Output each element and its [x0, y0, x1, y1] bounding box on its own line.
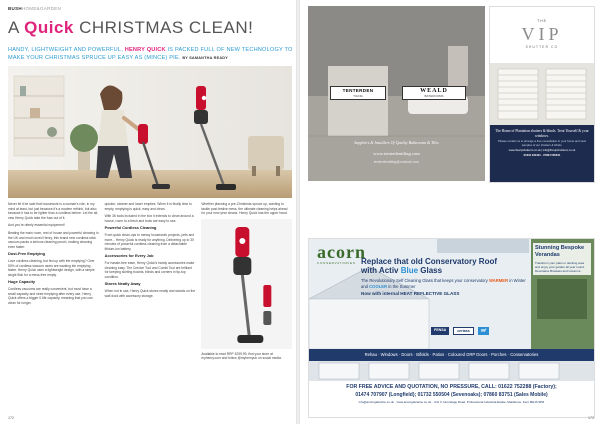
- acorn-stunning-verandas: Stunning Bespoke Verandas: [533, 243, 591, 260]
- body-column-3: [201, 202, 292, 412]
- vip-logo: VIP: [521, 24, 563, 44]
- paragraph: And you're utterly essential equipment!: [8, 223, 65, 228]
- subheading: Stores Neatly Away: [104, 281, 141, 287]
- standfirst-part2: IS PACKED FULL OF NEW TECHNOLOGY TO MAKE YOUR CHRISTMAS SPRUCE UP EASY AS (MINCE) PIE.: [8, 47, 293, 61]
- section-tag-sub: HOME&GARDEN: [21, 6, 62, 11]
- vip-phone[interactable]: 01634 943121 · 07964 505641: [523, 153, 561, 157]
- body-column-2: [105, 202, 196, 412]
- vip-info-panel: [490, 125, 594, 182]
- page-number-right: 173: [588, 416, 594, 420]
- page-number-left: 172: [8, 416, 14, 420]
- tenterden-tagline: Suppliers & Installers Of Quality Bathrooms & Tiles: [354, 140, 439, 145]
- subheading: Huge Capacity: [8, 279, 36, 285]
- section-tag-main: BUSH: [8, 6, 22, 11]
- tenterden-logo-text: TENTERDEN: [342, 88, 374, 93]
- paragraph: quicker, cleaner and lower empties. When it is finally time to empty, emptying is quick, easy and clean.: [104, 202, 192, 211]
- paragraph: For hassle-free ease, Henry Quick's handy accessories make cleaning easy. The Crevice Tool and Combi Tool are brilliant for keeping skirting boards, blinds and corners in tip-top condition.: [104, 260, 195, 279]
- acorn-contact-panel: [309, 381, 594, 417]
- hero-photo: [8, 66, 292, 198]
- paragraph: With 36 tools included in the box it extends to clean around a house, room to a fresh and tools are easy to use.: [104, 214, 194, 223]
- product-vacuum-illustration: [201, 219, 292, 349]
- paragraph: From quick clean-ups to messy housework projects, pets and more... Henry Quick is ready for anything. Delivering up to 30 minutes of powerful cordless cleaning from a detachable lithium-ion battery.: [104, 232, 195, 251]
- acorn-cooler: COOLER: [369, 283, 388, 289]
- acorn-now-heat-reflective: Now with internal HEAT REFLECTIVE GLASS: [361, 291, 460, 297]
- paragraph: Love cordless cleaning, but fed up with the emptying? Over 50% of cordless vacuum users are wanting bin emptying faster. Henry Quick uses a lightweight design, with a simple single flick for a mess-free empty.: [8, 258, 95, 277]
- vip-logo-the: THE: [537, 19, 547, 23]
- paragraph: Available to read RRP £299.99, find your store at myhenry.com and follow @myhenryuk on social media.: [201, 351, 282, 361]
- ad-acorn-conservatories: [308, 238, 595, 418]
- article-headline: [8, 18, 293, 38]
- acorn-headline-line1: Replace that old Conservatory Roof: [361, 257, 498, 266]
- paragraph: Whether planning a pre-Christmas spruce up, wanting to tackle post-festive mess, the ultimate cleaning helps ahead for your new year cleans. Henry Quick has the upper hand.: [201, 202, 288, 216]
- acorn-logo-text: acorn: [317, 242, 366, 262]
- windows-strip-photo: [309, 361, 594, 381]
- vip-contact[interactable]: www.thevipshutterco.co.uk | info@thevipshutterco.co.uk: [508, 149, 576, 153]
- byline: BY SAMANTHA READY: [182, 56, 228, 60]
- tenterden-url[interactable]: www.tenterdentiling.com: [373, 151, 420, 156]
- left-page: [0, 0, 296, 424]
- acorn-logo-sub: CONSERVATORIES: [317, 261, 356, 265]
- acorn-headline-activ: with Activ: [361, 266, 399, 275]
- badge-fensa: FENSA: [431, 327, 449, 335]
- acorn-headline-line2: [361, 266, 529, 275]
- paragraph: Cordless vacuums are really convenient, but most have a small capacity and need emptying after every use. Henry Quick offers a bigger 0.6ltr capacity, meaning that you can clean for longer.: [8, 286, 93, 305]
- product-photo: [201, 219, 292, 349]
- acorn-body-part1: The Revolutionary Self Cleaning Glass that keeps your conservatory: [361, 278, 490, 283]
- acorn-logo: [317, 243, 366, 265]
- acorn-phones[interactable]: 01474 707907 (Longfield); 01732 550504 (Sevenoaks); 07860 83751 (Sales Mobile): [355, 392, 548, 398]
- acorn-services-bar: Rehau · Windows · Doors · Bifolds · Patios · Coloured GRP Doors · Porches · Conservatories: [309, 349, 594, 361]
- acorn-body-part2: in Winter and: [361, 278, 526, 289]
- shutters-photo: [490, 63, 594, 125]
- badge-certass: certass: [453, 327, 474, 335]
- vip-heading: The Home of Plantation shutters & blinds. Treat Yourself & your windows.: [495, 129, 589, 138]
- ad-tenterden-tiling: [308, 6, 485, 181]
- weald-logo-text: WEALD: [420, 87, 448, 94]
- badge-ggf: ggf: [478, 327, 490, 335]
- body-column-1: [8, 202, 99, 412]
- vip-logo-sub: SHUTTER CO: [525, 45, 559, 49]
- subheading: Accessories for Every Job: [104, 253, 154, 259]
- acorn-badges: [431, 327, 489, 335]
- acorn-cta: FOR FREE ADVICE AND QUOTATION, NO PRESSURE, CALL: 01622 752288 (Factory);: [346, 384, 557, 390]
- paragraph: Beating the main room, rest of house and powerful cleaning in the UK and much-loved Henry, this brand new cordless stick vacuum packs a serious cleaning punch, making cleaning even faster.: [8, 230, 99, 249]
- vip-logo-area: [490, 7, 594, 63]
- hero-illustration: [8, 66, 292, 198]
- headline-post: CHRISTMAS CLEAN!: [73, 18, 254, 37]
- tenterden-contact[interactable]: tenterdentiling@outlook.com: [373, 160, 420, 164]
- ad-vip-shutter-co: [489, 6, 595, 183]
- acorn-body: [361, 278, 529, 289]
- paragraph: When not in use, Henry Quick stores neatly and stands on the wall dock with accessory storage.: [104, 288, 196, 298]
- headline-accent: Quick: [24, 18, 74, 37]
- tenterden-logo: [330, 86, 386, 100]
- standfirst-part1: HANDY, LIGHTWEIGHT AND POWERFUL,: [8, 47, 125, 53]
- section-tag: [8, 6, 61, 11]
- subheading: Powerful Cordless Cleaning: [104, 225, 157, 231]
- acorn-headline-glass: Glass: [418, 266, 443, 275]
- vip-body: Please contact us to arrange a free consultation in your home and view samples of our shutters & blinds.: [498, 139, 586, 147]
- tenterden-logo-sub: TILING: [353, 94, 363, 98]
- acorn-warmer: WARMER: [489, 278, 509, 283]
- acorn-headline-blue: Blue: [400, 266, 419, 275]
- paragraph: Never let it be said that housework is a woman's role, in my mind at least, but just because it's a modern rethink, but also because it has to be lighter than a cordless before. Let the all-new Henry Quick take the fuss out of it.: [8, 202, 99, 220]
- weald-logo-sub: BATHROOMS: [424, 93, 444, 98]
- weald-logo: [402, 86, 466, 100]
- subheading: Dust-Free Emptying: [8, 251, 45, 257]
- headline-pre: A: [8, 18, 25, 37]
- standfirst-highlight: HENRY QUICK: [124, 47, 166, 53]
- acorn-veranda-panel: [533, 243, 591, 339]
- article-body: [8, 202, 292, 412]
- acorn-headline: [361, 257, 529, 296]
- article-standfirst: [8, 46, 293, 62]
- acorn-body-part3: in the Summer: [387, 283, 416, 289]
- right-page: [300, 0, 600, 424]
- acorn-veranda-body: Transform your patio or decking area and enjoy your garden all year round. Decorative Brackets and Columns.: [533, 260, 591, 275]
- acorn-address[interactable]: info@acornglazeline.co.uk · www.acornglazeline.co.uk · Unit 3, Hermitage Road, Professional Industrial Estate, Maidstone, Kent ME16 9PR: [358, 400, 545, 404]
